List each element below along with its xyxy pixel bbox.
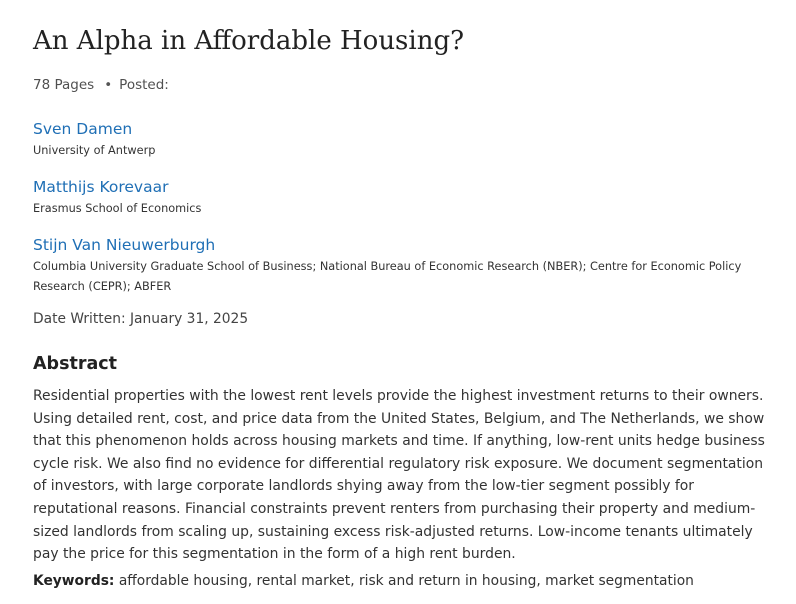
author-link[interactable]: Sven Damen: [33, 120, 133, 138]
keywords-label: Keywords:: [33, 573, 115, 589]
paper-meta: [33, 76, 169, 94]
date-written: Date Written: January 31, 2025: [33, 311, 249, 327]
page-count: 78 Pages: [33, 77, 95, 93]
author-affiliation: Erasmus School of Economics: [33, 202, 202, 215]
author-block: [33, 177, 201, 219]
posted-label: Posted:: [119, 77, 169, 93]
author-affiliation: University of Antwerp: [33, 144, 156, 157]
author-affiliation: Columbia University Graduate School of Business; National Bureau of Economic Research (NBER); Centre for Economic Policy Research (CEPR); ABFER: [33, 260, 742, 293]
meta-separator: •: [104, 77, 113, 93]
paper-title: An Alpha in Affordable Housing?: [33, 26, 465, 56]
keywords: [33, 572, 694, 590]
author-link[interactable]: Matthijs Korevaar: [33, 178, 169, 196]
author-link[interactable]: Stijn Van Nieuwerburgh: [33, 236, 216, 254]
abstract-heading: Abstract: [33, 354, 118, 374]
keywords-text: affordable housing, rental market, risk and return in housing, market segmentation: [118, 573, 694, 589]
author-block: [33, 235, 775, 297]
abstract-text: Residential properties with the lowest rent levels provide the highest investment returns to their owners. Using detailed rent, cost, and price data from the United States, Belgium, and The Netherlands, we show that this phenomenon holds across housing markets and time. If anything, low-rent units hedge business cycle risk. We also find no evidence for differential regulatory risk exposure. We document segmentation of investors, with large corporate landlords shying away from the low-tier segment possibly for reputational reasons. Financial constraints prevent renters from purchasing their property and medium-sized landlords from scaling up, sustaining excess risk-adjusted returns. Low-income tenants ultimately pay the price for this segmentation in the form of a high rent burden.: [33, 388, 765, 563]
author-block: [33, 119, 155, 161]
